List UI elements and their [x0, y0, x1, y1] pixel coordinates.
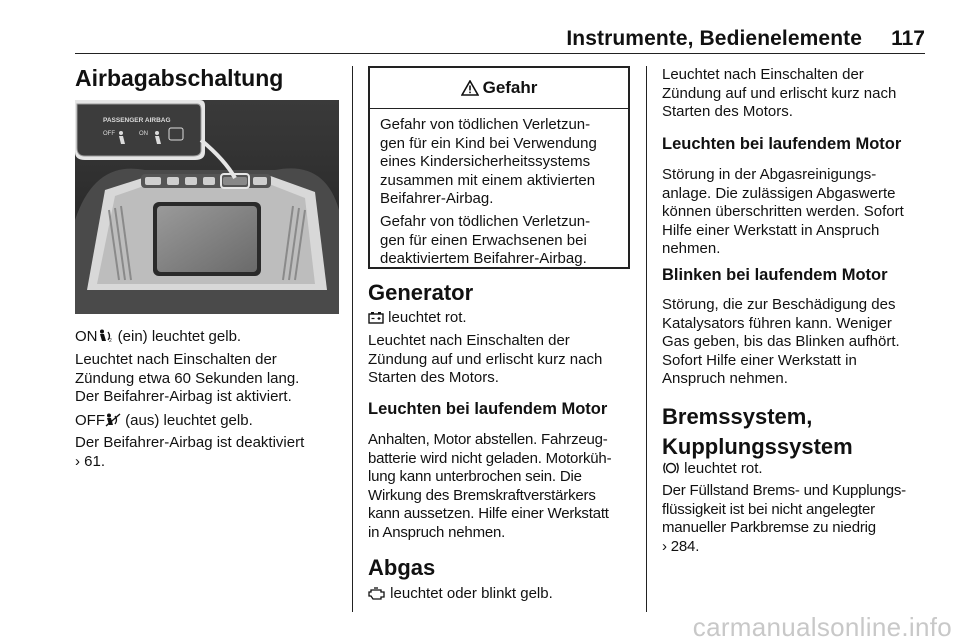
abgas-paragraph-2: [662, 166, 904, 259]
on-prefix: ON: [75, 328, 98, 345]
text-line: Anhalten, Motor abstellen. Fahrzeug-: [368, 431, 608, 448]
text-line: flüssigkeit ist bei nicht angelegter: [662, 500, 875, 518]
danger-warning-box: [368, 66, 630, 269]
column-divider-1: [352, 66, 353, 612]
text-line: nehmen.: [662, 240, 721, 257]
airbag-on-line: [75, 328, 241, 347]
engine-check-icon: [368, 587, 386, 600]
generator-paragraph-1: [368, 332, 602, 388]
text-line: Katalysators führen kann. Weniger: [662, 314, 892, 332]
page-reference[interactable]: [662, 538, 906, 557]
abgas-subheading-blinken: Blinken bei laufendem Motor: [662, 266, 888, 284]
column-divider-2: [646, 66, 647, 612]
generator-subheading: Leuchten bei laufendem Motor: [368, 400, 608, 418]
text-line: Beifahrer-Airbag.: [380, 190, 494, 207]
reference-arrow-icon: ›: [662, 537, 667, 555]
text-line: gen für ein Kind bei Verwendung: [380, 134, 597, 152]
text-line: lung kann unterbrochen sein. Die: [368, 468, 582, 485]
text-line: Gefahr von tödlichen Verletzun-: [380, 116, 591, 133]
off-prefix: OFF: [75, 412, 105, 429]
reference-text: 61.: [84, 452, 106, 470]
text-line: manueller Parkbremse zu niedrig: [662, 519, 876, 536]
text-line: Zündung auf und erlischt kurz nach: [368, 350, 603, 368]
abgas-paragraph-1: [662, 66, 896, 122]
photo-panel-label: PASSENGER AIRBAG: [103, 117, 171, 124]
generator-status-line: [368, 309, 467, 328]
abgas-status-text: leuchtet oder blinkt gelb.: [390, 585, 553, 602]
brake-status-line: [662, 460, 763, 479]
text-line: kann aussetzen. Hilfe einer Werkstatt: [368, 505, 609, 522]
off-status-text: (aus) leuchtet gelb.: [125, 412, 253, 429]
text-line: Sofort Hilfe einer Werkstatt in: [662, 351, 857, 369]
heading-abgas: Abgas: [368, 555, 436, 580]
text-line: können überschritten werden. Sofort: [662, 203, 904, 220]
abgas-paragraph-3: [662, 296, 900, 389]
brake-status-text: leuchtet rot.: [684, 460, 763, 477]
warning-triangle-icon: [461, 80, 479, 96]
brake-warning-icon: [662, 461, 680, 475]
passenger-airbag-off-icon: [105, 413, 121, 427]
text-line: Anspruch nehmen.: [662, 370, 788, 387]
dashboard-illustration: [75, 100, 339, 314]
on-status-text: (ein) leuchtet gelb.: [117, 328, 242, 345]
warning-title: Gefahr: [482, 78, 538, 97]
text-line: zusammen mit einem aktivierten: [380, 171, 596, 189]
text-line: Der Füllstand Brems- und Kupplungs-: [662, 482, 906, 499]
text-line: Leuchtet nach Einschalten der: [75, 351, 277, 368]
reference-arrow-icon: ›: [75, 452, 80, 470]
airbag-on-description: [75, 351, 299, 407]
text-line: Der Beifahrer-Airbag ist aktiviert.: [75, 388, 292, 405]
text-line: Starten des Motors.: [368, 369, 499, 386]
passenger-airbag-on-icon: [98, 329, 114, 343]
header-title: Instrumente, Bedienelemente: [566, 27, 862, 50]
text-line: Störung in der Abgasreinigungs-: [662, 166, 877, 183]
reference-text: 284.: [670, 537, 700, 555]
photo-on-label: ON: [139, 131, 148, 137]
text-line: Hilfe einer Werkstatt in Anspruch: [662, 221, 880, 239]
header-rule: [75, 53, 925, 54]
heading-line: Bremssystem,: [662, 404, 813, 429]
text-line: Starten des Motors.: [662, 103, 793, 120]
heading-airbagabschaltung: Airbagabschaltung: [75, 65, 284, 91]
page-header: [0, 0, 960, 56]
airbag-off-description: [75, 434, 304, 471]
airbag-off-line: [75, 412, 253, 431]
page-reference[interactable]: [75, 453, 304, 472]
battery-icon: [368, 311, 384, 324]
text-line: Zündung etwa 60 Sekunden lang.: [75, 369, 300, 387]
warning-header: [370, 68, 628, 109]
heading-generator: Generator: [368, 280, 474, 305]
dashboard-photo: [75, 100, 339, 314]
text-line: Gas geben, bis das Blinken aufhört.: [662, 333, 900, 350]
svg-text:2: 2: [108, 338, 112, 343]
text-line: gen für einen Erwachsenen bei: [380, 231, 587, 249]
warning-paragraph-1: [380, 116, 597, 209]
text-line: Störung, die zur Beschädigung des: [662, 296, 896, 313]
heading-bremssystem: [662, 402, 853, 462]
warning-paragraph-2: [380, 213, 590, 269]
watermark: carmanualsonline.info: [692, 612, 952, 642]
photo-off-label: OFF: [103, 131, 115, 137]
text-line: Zündung auf und erlischt kurz nach: [662, 84, 897, 102]
text-line: anlage. Die zulässigen Abgaswerte: [662, 184, 896, 202]
text-line: Leuchtet nach Einschalten der: [662, 66, 864, 83]
text-line: Der Beifahrer-Airbag ist deaktiviert: [75, 434, 305, 451]
generator-status-text: leuchtet rot.: [388, 309, 467, 326]
text-line: eines Kindersicherheitssystems: [380, 153, 591, 170]
abgas-status-line: [368, 585, 553, 604]
page-number: 117: [891, 27, 925, 50]
brake-paragraph: [662, 482, 906, 556]
text-line: Leuchtet nach Einschalten der: [368, 332, 570, 349]
text-line: deaktiviertem Beifahrer-Airbag.: [380, 250, 587, 267]
heading-line: Kupplungssystem: [662, 434, 853, 459]
abgas-subheading-leuchten: Leuchten bei laufendem Motor: [662, 135, 902, 153]
text-line: in Anspruch nehmen.: [368, 523, 506, 541]
text-line: Wirkung des Bremskraftverstärkers: [368, 486, 596, 504]
generator-paragraph-2: [368, 431, 611, 542]
text-line: batterie wird nicht geladen. Motorküh-: [368, 449, 612, 467]
text-line: Gefahr von tödlichen Verletzun-: [380, 213, 591, 230]
